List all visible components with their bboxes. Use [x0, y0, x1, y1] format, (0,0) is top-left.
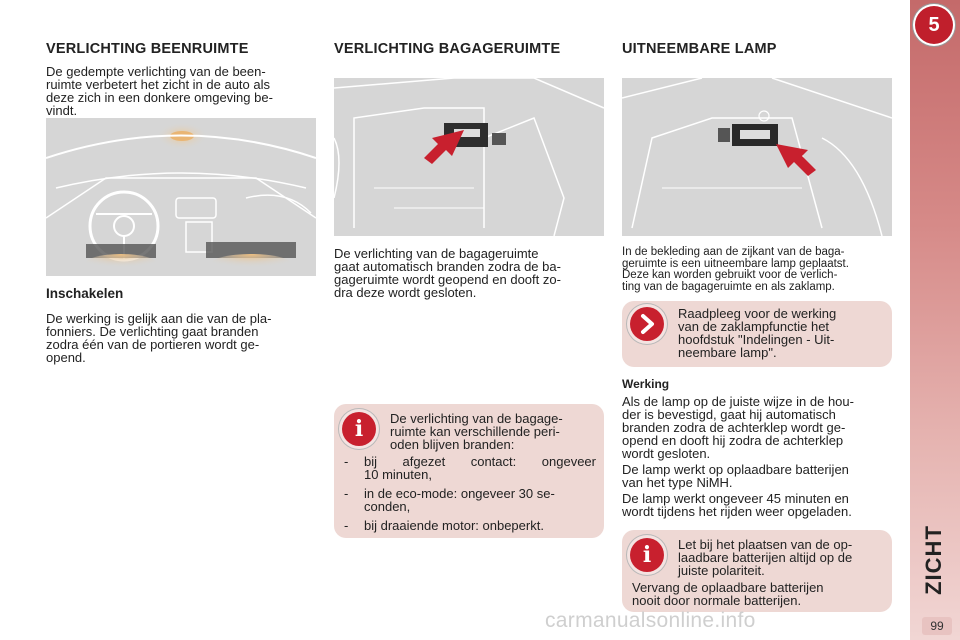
boot-light-illustration — [334, 78, 604, 236]
title-verlichting-beenruimte: VERLICHTING BEENRUIMTE — [46, 41, 249, 57]
list-item — [340, 487, 596, 513]
line: ruimte verbetert het zicht in de auto als — [46, 77, 271, 92]
line: gaat automatisch branden zodra de ba- — [334, 259, 561, 274]
line: fonniers. De verlichting gaat branden — [46, 324, 259, 339]
info-text — [678, 538, 884, 577]
list-item — [340, 519, 596, 532]
line: opend en dooft hij zodra de achterklep — [622, 433, 844, 448]
line: neembare lamp". — [678, 345, 777, 360]
line: In de bekleding aan de zijkant van de baga- — [622, 246, 845, 258]
line: - bij draaiende motor: onbeperkt. — [364, 518, 544, 533]
line: - bij afgezet contact: ongeveer — [364, 454, 596, 469]
line: vindt. — [46, 103, 78, 118]
info-icon: i — [630, 538, 664, 572]
info-icon: i — [342, 412, 376, 446]
line: van de zaklampfunctie het — [678, 319, 830, 334]
intro-lamp — [622, 247, 892, 293]
dashboard-illustration — [46, 118, 316, 276]
line: wordt gesloten. — [622, 446, 711, 461]
intro-beenruimte — [46, 65, 316, 117]
line: dra deze wordt gesloten. — [334, 285, 477, 300]
line: ting van de bagageruimte en als zaklamp. — [622, 280, 835, 293]
section-label — [912, 520, 956, 600]
line: juiste polariteit. — [678, 563, 765, 578]
line: nooit door normale batterijen. — [632, 593, 802, 608]
line: - in de eco-mode: ongeveer 30 se- — [364, 486, 555, 501]
line: laadbare batterijen altijd op de — [678, 550, 853, 565]
line: Vervang de oplaadbare batterijen — [632, 580, 824, 595]
chapter-badge — [915, 6, 953, 44]
subtitle-inschakelen: Inschakelen — [46, 286, 124, 301]
line: De werking is gelijk aan die van de pla- — [46, 311, 272, 326]
removable-lamp-illustration — [622, 78, 892, 236]
line: De verlichting van de bagageruimte — [334, 246, 539, 261]
line: De lamp werkt op oplaadbare batterijen — [622, 462, 849, 477]
line: van het type NiMH. — [622, 475, 733, 490]
title-verlichting-bagageruimte: VERLICHTING BAGAGERUIMTE — [334, 41, 561, 57]
page-number: 99 — [922, 617, 952, 635]
line: der is bevestigd, gaat hij automatisch — [622, 407, 836, 422]
line: Raadpleeg voor de werking — [678, 306, 837, 321]
list-item — [340, 455, 596, 481]
line: Als de lamp op de juiste wijze in de hou- — [622, 394, 854, 409]
line: De verlichting van de bagage- — [390, 411, 563, 426]
reference-text — [678, 307, 884, 359]
line: De gedempte verlichting van de been- — [46, 64, 266, 79]
line: branden zodra de achterklep wordt ge- — [622, 420, 846, 435]
info-box-bagageruimte — [334, 404, 604, 538]
info-text-2 — [632, 581, 884, 607]
line: 10 minuten, — [364, 467, 432, 482]
title-uitneembare-lamp: UITNEEMBARE LAMP — [622, 41, 777, 57]
line: conden, — [364, 499, 411, 514]
body-inschakelen — [46, 312, 316, 364]
line: Let bij het plaatsen van de op- — [678, 537, 853, 552]
line: Deze kan worden gebruikt voor de verlich- — [622, 269, 838, 281]
line: zodra één van de portieren wordt ge- — [46, 337, 260, 352]
chapter-number: 5 — [928, 14, 940, 36]
werking-p2 — [622, 463, 892, 489]
werking-p3 — [622, 492, 892, 518]
line: ruimte kan verschillende peri- — [390, 424, 560, 439]
line: gageruimte wordt geopend en dooft zo- — [334, 272, 561, 287]
line: wordt tijdens het rijden weer opgeladen. — [622, 504, 852, 519]
subtitle-werking: Werking — [622, 377, 670, 391]
line: oden blijven branden: — [390, 437, 515, 452]
werking-p1 — [622, 395, 892, 460]
line: opend. — [46, 350, 86, 365]
reference-box — [622, 301, 892, 367]
line: geruimte is een uitneembare lamp geplaatst. — [622, 257, 849, 270]
line: deze zich in een donkere omgeving be- — [46, 90, 273, 105]
line: De lamp werkt ongeveer 45 minuten en — [622, 491, 849, 506]
chevron-right-icon — [630, 307, 664, 341]
watermark: carmanualsonline.info — [545, 609, 756, 632]
body-bagageruimte — [334, 247, 604, 299]
line: hoofdstuk "Indelingen - Uit- — [678, 332, 835, 347]
chapter-sidebar — [910, 0, 960, 640]
info-box-batterijen — [622, 530, 892, 612]
info-text — [390, 412, 596, 451]
duration-list — [340, 455, 596, 538]
section-name: ZICHT — [921, 525, 946, 595]
